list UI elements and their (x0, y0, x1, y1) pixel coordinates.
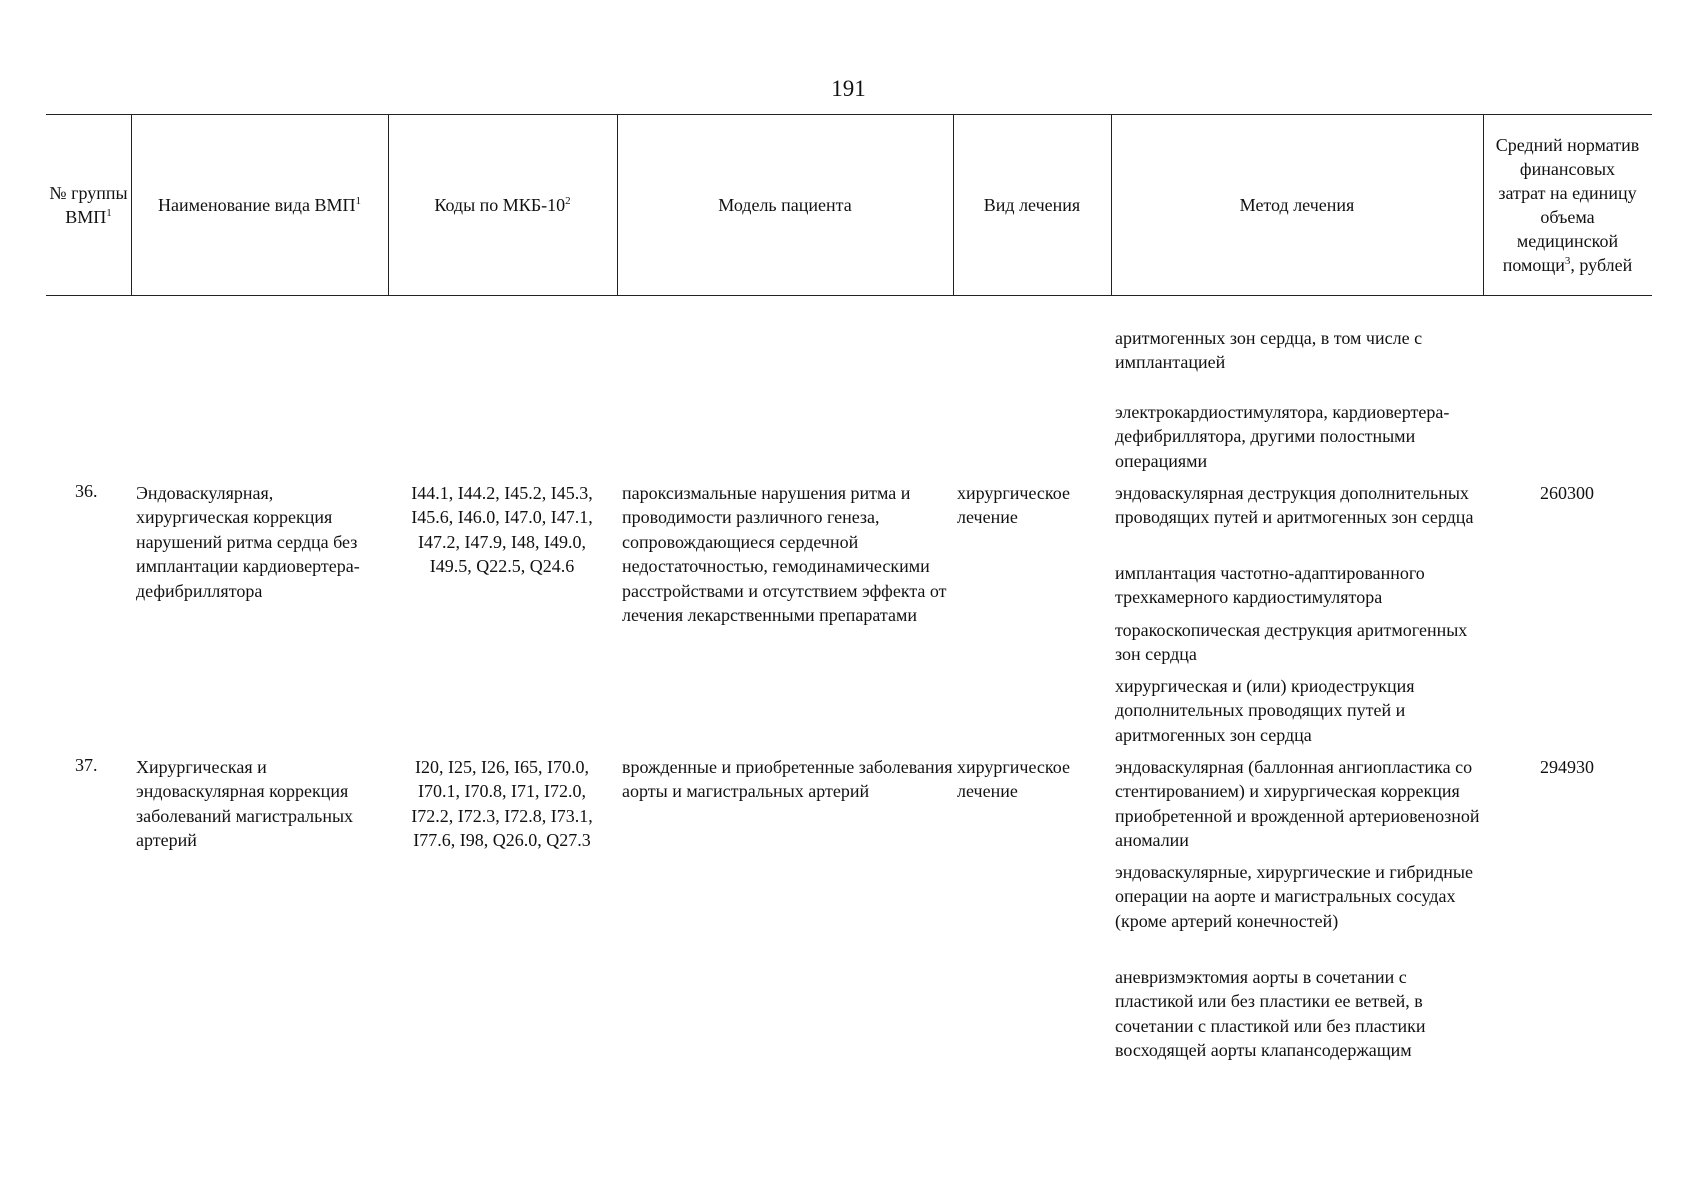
row-method: эндоваскулярная деструкция дополнительных проводящих путей и аритмогенных зон сердца (1115, 483, 1474, 528)
row-patient-model: пароксизмальные нарушения ритма и проводимости различного генеза, сопровождающиеся сердечной недостаточностью, гемодинамическими расстройствами и отсутствием эффекта от лечения лекарственными препаратами (622, 483, 947, 626)
header-group-no-text: № группы ВМП (49, 183, 128, 227)
header-group-no (46, 115, 131, 295)
row-method: эндоваскулярная (баллонная ангиопластика со стентированием) и хирургическая коррекция приобретенной и врожденной артериовенозной аномалии (1115, 757, 1480, 851)
header-cost-suffix: , рублей (1570, 255, 1633, 275)
header-patient-model (617, 115, 953, 295)
header-icd-codes-text: Коды по МКБ-10 (434, 195, 566, 215)
header-icd-codes-sup: 2 (565, 195, 571, 207)
row-treatment-type: хирургическое лечение (957, 483, 1070, 528)
table-header (46, 114, 1652, 296)
row-method: имплантация частотно-адаптированного трехкамерного кардиостимулятора (1115, 563, 1425, 608)
header-treatment-method-text: Метод лечения (1239, 195, 1355, 215)
row-method: торакоскопическая деструкция аритмогенных зон сердца (1115, 620, 1468, 665)
row-method: эндоваскулярные, хирургические и гибридные операции на аорте и магистральных сосудах (кроме артерий конечностей) (1115, 862, 1474, 931)
row-name: Хирургическая и эндоваскулярная коррекция заболеваний магистральных артерий (136, 757, 354, 851)
header-icd-codes (388, 115, 617, 295)
header-treatment-type (953, 115, 1111, 295)
header-treatment-type-text: Вид лечения (983, 195, 1081, 215)
row-number: 37. (75, 755, 98, 775)
header-group-no-sup: 1 (106, 207, 112, 219)
row-number: 36. (75, 481, 98, 501)
continuation-method: аритмогенных зон сердца, в том числе с имплантацией (1115, 328, 1423, 373)
row-name: Эндоваскулярная, хирургическая коррекция нарушений ритма сердца без имплантации кардиовертера-дефибриллятора (136, 483, 360, 601)
row-treatment-type: хирургическое лечение (957, 757, 1070, 802)
continuation-method: электрокардиостимулятора, кардиовертера-дефибриллятора, другими полостными операциями (1115, 402, 1450, 471)
header-cost (1483, 115, 1652, 295)
row-method: аневризмэктомия аорты в сочетании с пластикой или без пластики ее ветвей, в сочетании с пластикой или без пластики восходящей аорты клапансодержащим (1115, 967, 1426, 1061)
header-cost-sup: 3 (1564, 255, 1571, 267)
header-treatment-method (1111, 115, 1483, 295)
row-cost: 294930 (1540, 757, 1594, 777)
header-cost-text: Средний норматив финансовых затрат на единицу объема медицинской помощи (1495, 135, 1640, 275)
header-patient-model-text: Модель пациента (718, 195, 852, 215)
header-name (131, 115, 388, 295)
header-name-text: Наименование вида ВМП (158, 195, 356, 215)
header-name-sup: 1 (355, 195, 361, 207)
row-method: хирургическая и (или) криодеструкция дополнительных проводящих путей и аритмогенных зон сердца (1115, 676, 1415, 745)
row-codes: I20, I25, I26, I65, I70.0, I70.1, I70.8, I71, I72.0, I72.2, I72.3, I72.8, I73.1, I77.6, I98, Q26.0, Q27.3 (411, 757, 593, 851)
row-patient-model: врожденные и приобретенные заболевания аорты и магистральных артерий (622, 757, 953, 802)
page-number: 191 (831, 76, 866, 101)
row-codes: I44.1, I44.2, I45.2, I45.3, I45.6, I46.0, I47.0, I47.1, I47.2, I47.9, I48, I49.0, I49.5, Q22.5, Q24.6 (411, 483, 593, 577)
row-cost: 260300 (1540, 483, 1594, 503)
